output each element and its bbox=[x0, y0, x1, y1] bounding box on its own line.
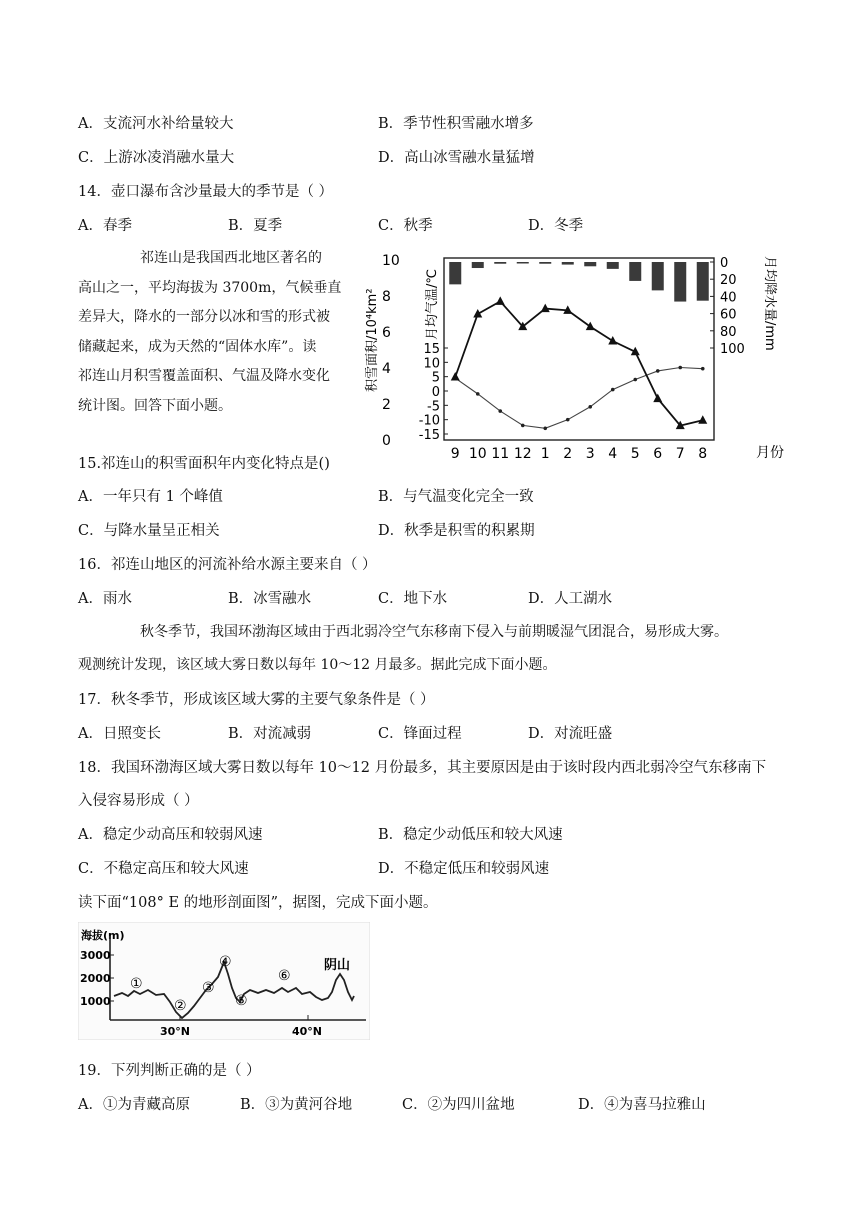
q19-option-c: C．②为四川盆地 bbox=[402, 1097, 515, 1113]
q13-option-d: D．高山冰雪融水量猛增 bbox=[378, 150, 535, 166]
q17-option-d: D．对流旺盛 bbox=[528, 726, 613, 742]
q15-stem: 15.祁连山的积雪面积年内变化特点是() bbox=[78, 456, 330, 472]
month-tick-label: 8 bbox=[698, 446, 708, 462]
month-tick-label: 10 bbox=[468, 446, 487, 462]
q14-option-d: D．冬季 bbox=[528, 218, 584, 234]
q14-stem: 14．壶口瀑布含沙量最大的季节是（ ） bbox=[78, 184, 334, 200]
temp-tick-label: -5 bbox=[427, 399, 440, 415]
profile-y-label: 海拔(m) bbox=[81, 929, 125, 942]
q17-stem: 17．秋冬季节，形成该区域大雾的主要气象条件是（ ） bbox=[78, 692, 435, 708]
precip-bar bbox=[539, 262, 551, 264]
profile-marker-1: ① bbox=[130, 976, 143, 992]
terrain-profile-figure bbox=[78, 922, 370, 1040]
q16-stem: 16．祁连山地区的河流补给水源主要来自（ ） bbox=[78, 557, 377, 573]
precip-bar bbox=[449, 262, 461, 284]
q18-option-b: B．稳定少动低压和较大风速 bbox=[378, 827, 563, 843]
qilian-passage bbox=[78, 244, 368, 421]
q13-option-a: A．支流河水补给量较大 bbox=[78, 116, 234, 132]
temperature-point bbox=[678, 366, 682, 370]
month-tick-label: 1 bbox=[540, 446, 550, 462]
q19-option-d: D．④为喜马拉雅山 bbox=[578, 1097, 706, 1113]
profile-marker-3: ③ bbox=[202, 980, 215, 996]
passage-line: 高山之一，平均海拔为 3700m，气候垂直 bbox=[78, 279, 342, 296]
q13-option-c: C．上游冰凌消融水量大 bbox=[78, 150, 235, 166]
profile-ytick: 3000 bbox=[80, 949, 111, 962]
passage-line: 差异大，降水的一部分以冰和雪的形式被 bbox=[78, 309, 330, 325]
temperature-point bbox=[521, 424, 525, 428]
precip-bar bbox=[584, 262, 596, 266]
temperature-line bbox=[455, 367, 703, 428]
profile-ytick: 2000 bbox=[80, 972, 111, 985]
temperature-point bbox=[656, 369, 660, 373]
q17-option-c: C．锋面过程 bbox=[378, 726, 462, 742]
month-tick-label: 3 bbox=[585, 446, 595, 462]
qilian-climate-chart bbox=[360, 252, 790, 464]
precip-bar bbox=[697, 262, 709, 301]
month-tick-label: 2 bbox=[563, 446, 573, 462]
q16-option-a: A．雨水 bbox=[78, 591, 132, 607]
temperature-point bbox=[633, 378, 637, 382]
q18-option-c: C．不稳定高压和较大风速 bbox=[78, 861, 249, 877]
precip-bar bbox=[517, 262, 529, 264]
passage-line: 统计图。回答下面小题。 bbox=[78, 397, 232, 414]
month-tick-label: 12 bbox=[513, 446, 532, 462]
precip-tick-label: 60 bbox=[720, 307, 737, 323]
snow-tick-label: 2 bbox=[382, 397, 391, 413]
q15-option-b: B．与气温变化完全一致 bbox=[378, 489, 534, 505]
precip-bar bbox=[562, 262, 574, 265]
precip-axis-label: 月均降水量/mm bbox=[762, 256, 777, 351]
yinshan-label: 阴山 bbox=[324, 958, 351, 973]
month-tick-label: 11 bbox=[491, 446, 510, 462]
month-tick-label: 6 bbox=[653, 446, 663, 462]
precip-bar bbox=[652, 262, 664, 290]
temp-tick-label: 15 bbox=[423, 342, 440, 357]
x-axis-suffix: 月份 bbox=[756, 445, 784, 461]
temp-axis-label: 月均气温/℃ bbox=[425, 269, 440, 340]
precip-bar bbox=[494, 262, 506, 264]
profile-marker-6: ⑥ bbox=[278, 968, 291, 984]
passage-line: 祁连山月积雪覆盖面积、气温及降水变化 bbox=[78, 368, 330, 384]
temperature-point bbox=[476, 392, 480, 396]
temperature-point bbox=[543, 426, 547, 430]
temperature-point bbox=[566, 418, 570, 422]
precip-bar bbox=[629, 262, 641, 281]
precip-tick-label: 20 bbox=[720, 273, 737, 289]
q19-option-a: A．①为青藏高原 bbox=[78, 1097, 190, 1113]
q14-option-a: A．春季 bbox=[78, 218, 132, 234]
temp-tick-label: 10 bbox=[423, 356, 440, 372]
profile-xtick-30n: 30°N bbox=[160, 1025, 191, 1038]
q16-option-c: C．地下水 bbox=[378, 591, 448, 607]
precip-tick-label: 80 bbox=[720, 324, 737, 340]
profile-marker-5: ⑤ bbox=[235, 993, 248, 1009]
temperature-point bbox=[701, 367, 705, 371]
q17-option-b: B．对流减弱 bbox=[228, 726, 312, 742]
profile-marker-2: ② bbox=[174, 998, 187, 1014]
q15-option-d: D．秋季是积雪的积累期 bbox=[378, 523, 535, 539]
profile-intro: 读下面“108° E 的地形剖面图”，据图，完成下面小题。 bbox=[78, 895, 438, 911]
q13-option-b: B．季节性积雪融水增多 bbox=[378, 116, 534, 132]
month-tick-label: 9 bbox=[450, 446, 460, 462]
precip-bar bbox=[607, 262, 619, 269]
precip-bar bbox=[674, 262, 686, 302]
month-tick-label: 4 bbox=[608, 446, 618, 462]
temp-tick-label: 0 bbox=[431, 385, 440, 400]
precip-tick-label: 100 bbox=[720, 342, 745, 357]
snow-tick-label: 8 bbox=[382, 289, 391, 305]
fog-passage-line1: 秋冬季节，我国环渤海区域由于西北弱冷空气东移南下侵入与前期暖湿气团混合，易形成大雾。 bbox=[140, 624, 728, 640]
temp-tick-label: 5 bbox=[431, 370, 440, 386]
snow-area-point bbox=[586, 322, 595, 331]
q14-option-c: C．秋季 bbox=[378, 218, 433, 234]
q15-option-a: A．一年只有 1 个峰值 bbox=[78, 489, 223, 505]
fog-passage-line2: 观测统计发现，该区域大雾日数以每年 10～12 月最多。据此完成下面小题。 bbox=[78, 657, 557, 673]
q18-option-d: D．不稳定低压和较弱风速 bbox=[378, 861, 550, 877]
temperature-point bbox=[588, 405, 592, 409]
snow-tick-label: 10 bbox=[382, 253, 400, 269]
profile-ytick: 1000 bbox=[80, 995, 111, 1008]
month-tick-label: 7 bbox=[675, 446, 685, 462]
q18-option-a: A．稳定少动高压和较弱风速 bbox=[78, 827, 263, 843]
snow-tick-label: 4 bbox=[382, 361, 391, 377]
q17-option-a: A．日照变长 bbox=[78, 726, 161, 742]
snow-area-point bbox=[451, 372, 460, 381]
snow-area-point bbox=[541, 304, 550, 313]
temperature-point bbox=[498, 409, 502, 413]
q16-option-d: D．人工湖水 bbox=[528, 591, 613, 607]
profile-marker-4: ④ bbox=[219, 954, 232, 970]
snow-area-line bbox=[455, 301, 703, 425]
precip-tick-label: 40 bbox=[720, 290, 737, 306]
q19-stem: 19．下列判断正确的是（ ） bbox=[78, 1063, 261, 1079]
snow-area-point bbox=[496, 296, 505, 305]
q18-stem-line1: 18．我国环渤海区域大雾日数以每年 10～12 月份最多，其主要原因是由于该时段内西北弱冷空气东移南下 bbox=[78, 760, 767, 776]
snow-tick-label: 0 bbox=[382, 433, 391, 449]
q14-option-b: B．夏季 bbox=[228, 218, 283, 234]
temperature-point bbox=[611, 388, 615, 392]
snow-area-point bbox=[608, 336, 617, 345]
snow-area-point bbox=[653, 394, 662, 403]
precip-bar bbox=[472, 262, 484, 268]
snow-area-point bbox=[698, 415, 707, 424]
temp-tick-label: -15 bbox=[418, 428, 440, 443]
temp-tick-label: -10 bbox=[418, 413, 440, 429]
q16-option-b: B．冰雪融水 bbox=[228, 591, 312, 607]
precip-tick-label: 0 bbox=[720, 256, 729, 271]
profile-xtick-40n: 40°N bbox=[292, 1025, 323, 1038]
q15-option-c: C．与降水量呈正相关 bbox=[78, 523, 220, 539]
snow-axis-label: 积雪面积/10⁴km² bbox=[365, 288, 380, 392]
month-tick-label: 5 bbox=[630, 446, 640, 462]
passage-line: 祁连山是我国西北地区著名的 bbox=[140, 250, 322, 266]
passage-line: 储藏起来，成为天然的“固体水库”。读 bbox=[78, 338, 317, 355]
snow-tick-label: 6 bbox=[382, 325, 391, 341]
q19-option-b: B．③为黄河谷地 bbox=[240, 1097, 353, 1113]
q18-stem-line2: 入侵容易形成（ ） bbox=[78, 793, 199, 809]
